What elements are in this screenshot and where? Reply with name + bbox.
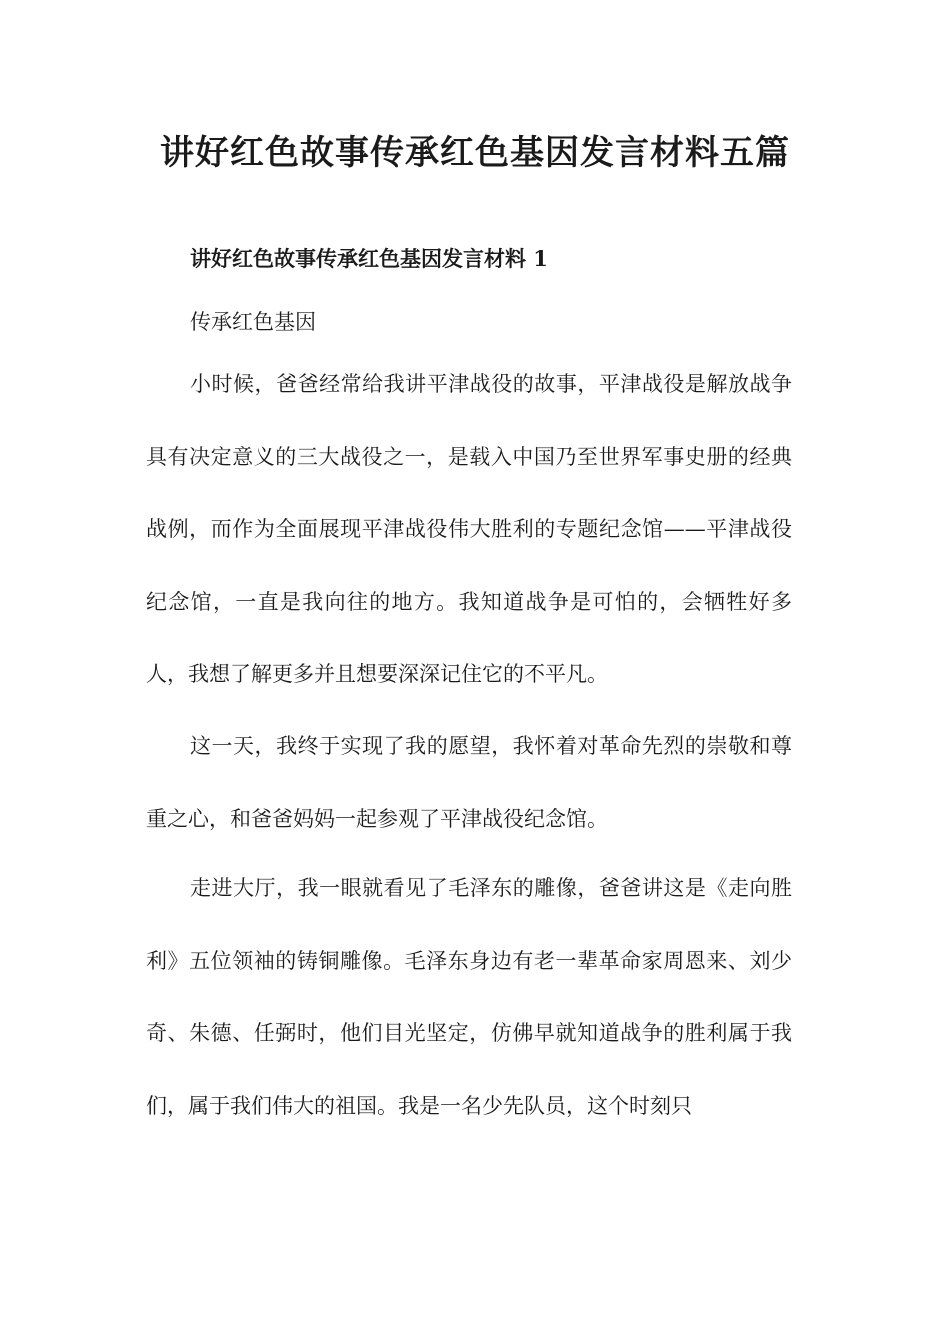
paragraph: 小时候，爸爸经常给我讲平津战役的故事，平津战役是解放战争具有决定意义的三大战役之一，是载入中国乃至世界军事史册的经典战例，而作为全面展现平津战役伟大胜利的专题纪念馆——平津战役纪念馆，一直是我向往的地方。我知道战争是可怕的，会牺牲好多人，我想了解更多并且想要深深记住它的不平凡。 [146,372,792,686]
document-title: 讲好红色故事传承红色基因发言材料五篇 [160,133,790,173]
paragraph: 走进大厅，我一眼就看见了毛泽东的雕像，爸爸讲这是《走向胜利》五位领袖的铸铜雕像。毛泽东身边有老一辈革命家周恩来、刘少奇、朱德、任弼时，他们目光坚定，仿佛早就知道战争的胜利属于我们，属于我们伟大的祖国。我是一名少先队员，这个时刻只 [146,876,792,1118]
section-heading: 讲好红色故事传承红色基因发言材料 1 [190,246,548,271]
essay-subtitle: 传承红色基因 [190,310,316,334]
paragraph: 这一天，我终于实现了我的愿望，我怀着对革命先烈的崇敬和尊重之心，和爸爸妈妈一起参观了平津战役纪念馆。 [146,734,792,831]
